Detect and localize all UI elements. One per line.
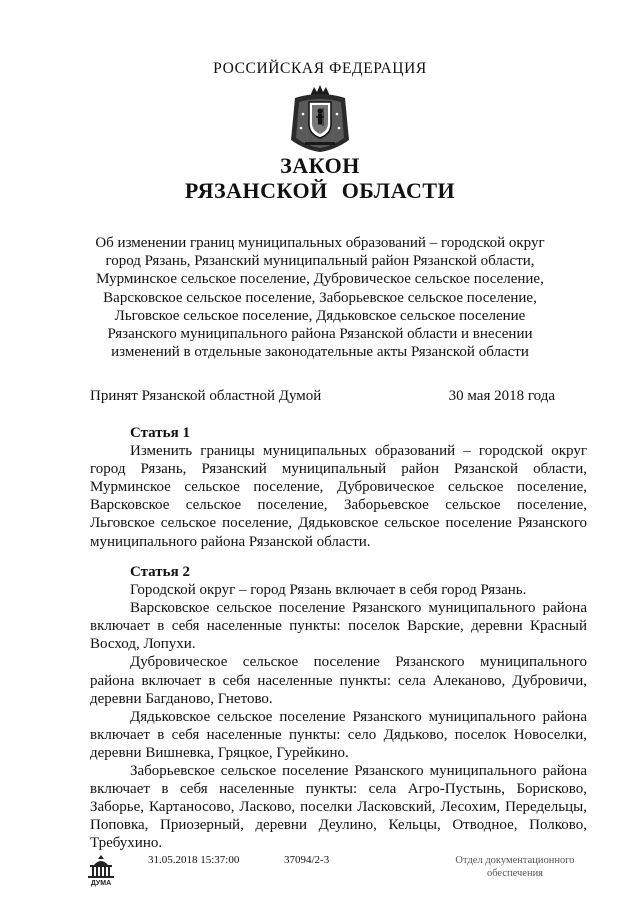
law-title-line2: РЯЗАНСКОЙ ОБЛАСТИ (184, 178, 456, 203)
article-1-title: Статья 1 (130, 425, 190, 441)
stamp-line2: обеспечения (486, 868, 544, 879)
country-heading: РОССИЙСКАЯ ФЕДЕРАЦИЯ (213, 60, 427, 77)
law-title-line1: ЗАКОН (280, 153, 360, 178)
stamp-line1: Отдел документационного (455, 855, 575, 866)
article-2-paragraph: Городской округ – город Рязань включает в себя город Рязань. (130, 582, 527, 599)
adopted-by: Принят Рязанской областной Думой (90, 388, 322, 404)
duma-building-logo-icon (84, 853, 118, 887)
adoption-date: 30 мая 2018 года (448, 388, 555, 404)
article-2-title: Статья 2 (130, 564, 190, 580)
footer-timestamp: 31.05.2018 15:37:00 (148, 854, 240, 866)
ryazan-coat-of-arms-icon (287, 84, 353, 154)
duma-logo-text: ДУМА (90, 880, 112, 887)
department-stamp (440, 854, 590, 880)
article-2-paragraph: Варсковское сельское поселение Рязанского муниципального района включает в себя населенные пункты: поселок Варские, деревни Красный Восход, Лопухи. (90, 600, 587, 653)
article-1-text: Изменить границы муниципальных образований – городской округ город Рязань, Рязанский муниципальный район Рязанской области, Мурминское сельское поселение, Дубровическое сельское поселение, Варсковское сельское поселение, Заборьевское сельское поселение, Льговское сельское поселение, Дядьковское сельское поселение Рязанского муниципального района Рязанской области. (90, 443, 587, 550)
article-2-paragraph: Дядьковское сельское поселение Рязанского муниципального района включает в себя населенные пункты: село Дядьково, поселок Новоселки, деревни Вишневка, Гряцкое, Гурейкино. (90, 708, 587, 761)
article-2-paragraph: Дубровическое сельское поселение Рязанского муниципального района включает в себя населенные пункты: села Алеканово, Дубровичи, деревни Багданово, Гнетово. (90, 654, 587, 707)
footer-doc-number: 37094/2-3 (284, 854, 330, 866)
law-subject: Об изменении границ муниципальных образований – городской округ город Рязань, Рязанский муниципальный район Рязанской области, Мурминское сельское поселение, Дубровическое сельское поселение, Варсковское сельское поселение, Заборьевское сельское поселение, Льговское сельское поселение, Дядьковское сельское поселение Рязанского муниципального района Рязанской области и внесении изменений в отдельные законодательные акты Рязанской области (95, 235, 545, 361)
article-1 (90, 424, 587, 551)
article-2-paragraph: Заборьевское сельское поселение Рязанского муниципального района включает в себя населенные пункты: села Агро-Пустынь, Борисково, Заборье, Картаносово, Ласково, поселки Ласковский, Лесохим, Передельцы, Поповка, Приозерный, деревни Деулино, Кельцы, Отводное, Полково, Требухино. (90, 763, 587, 852)
article-2 (90, 563, 587, 853)
law-title (0, 153, 640, 203)
